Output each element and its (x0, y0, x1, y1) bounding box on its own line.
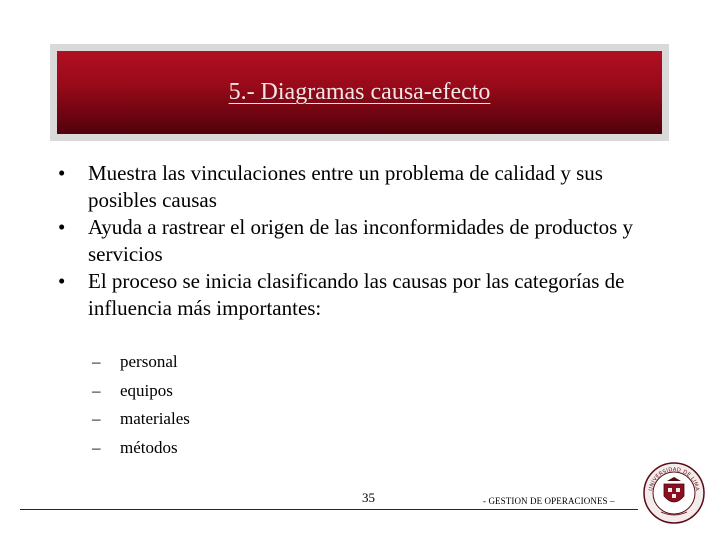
university-seal-icon (643, 462, 705, 524)
sub-bullet-text: equipos (120, 380, 173, 400)
sub-bullet-text: métodos (120, 437, 178, 457)
sub-bullet-text: personal (120, 352, 178, 371)
sub-bullet-item (92, 405, 190, 434)
footer-divider (20, 509, 638, 510)
bullet-item (58, 214, 658, 268)
bullet-text: Muestra las vinculaciones entre un problema de calidad y sus posibles causas (88, 161, 603, 212)
bullet-item (58, 160, 658, 214)
dash-mark: – (92, 352, 101, 371)
footer-course-label: - GESTION DE OPERACIONES – (483, 496, 615, 506)
bullet-mark: • (58, 215, 66, 239)
dash-mark: – (92, 437, 101, 457)
dash-mark: – (92, 409, 101, 428)
bullet-mark: • (58, 269, 66, 293)
bullet-text: Ayuda a rastrear el origen de las inconformidades de productos y servicios (88, 215, 634, 266)
dash-mark: – (92, 380, 101, 400)
title-banner (57, 51, 662, 134)
sub-bullet-item (92, 434, 190, 463)
page-number: 35 (362, 490, 375, 505)
bullet-mark: • (58, 161, 66, 185)
bullet-text: El proceso se inicia clasificando las causas por las categorías de influencia más importantes: (88, 269, 625, 320)
sub-bullet-text: materiales (120, 409, 190, 428)
sub-bullet-item (92, 348, 190, 377)
slide-title: 5.- Diagramas causa-efecto (228, 79, 491, 105)
bullet-item (58, 268, 658, 322)
seal-text: UNIVERSIDAD DE LIMA (648, 466, 700, 492)
bullet-list (58, 160, 658, 322)
sub-bullet-item (92, 377, 190, 406)
sub-bullet-list (92, 348, 190, 462)
